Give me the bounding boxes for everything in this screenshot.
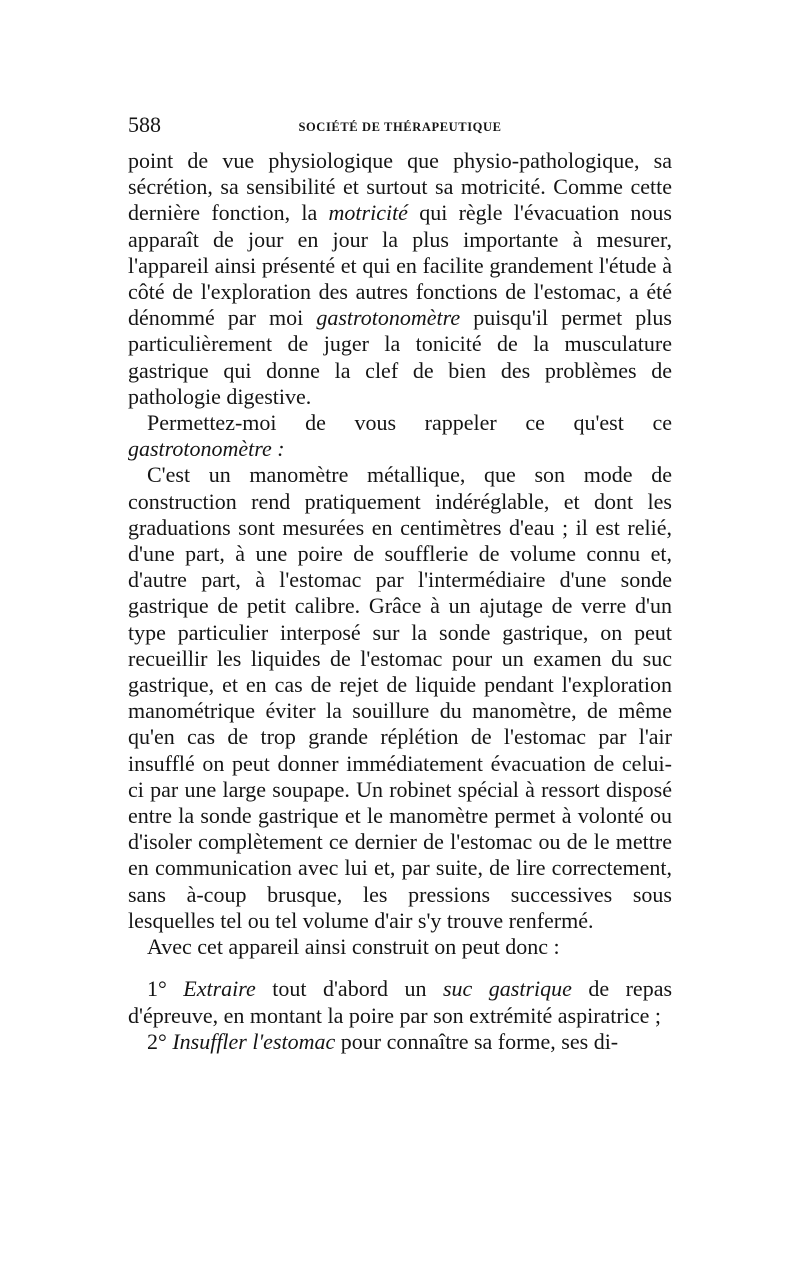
page-number: 588 — [128, 112, 161, 137]
list-item-2 — [128, 1029, 672, 1055]
list-item-2-number: 2° — [147, 1028, 167, 1054]
list-item-1-italic: suc gastrique — [442, 976, 572, 1002]
paragraph-1-text-c: qui règle l'évacuation nous apparaît de jour en jour la plus importante à mesurer, l'appareil ainsi présenté et qui en facilite grandement l'étude à côté de l'exploration des autres fonctions de l'estomac, a été dénommé par moi — [128, 200, 672, 331]
paragraph-3: C'est un manomètre métallique, que son mode de construction rend pratiquement indéréglable, et dont les graduations sont mesurées en centimètres d'eau ; il est relié, d'une part, à une poire de soufflerie de volume connu et, d'autre part, à l'estomac par l'intermédiaire d'une sonde gastrique de petit calibre. Grâce à un ajutage de verre d'un type particulier interposé sur la sonde gastrique, on peut recueillir les liquides de l'estomac pour un examen du suc gastrique, et en cas de rejet de liquide pendant l'exploration manométrique éviter la souillure du manomètre, de même qu'en cas de trop grande réplétion de l'estomac par l'air insufflé on peut donner immédiatement évacuation de celui-ci par une large soupape. Un robinet spécial à ressort disposé entre la sonde gastrique et le manomètre permet à volonté ou d'isoler complètement ce dernier de l'estomac ou de le mettre en communication avec lui et, par suite, de lire correctement, sans à-coup brusque, les pressions successives sous lesquelles tel ou tel volume d'air s'y trouve renfermé. — [128, 462, 672, 933]
paragraph-4: Avec cet appareil ainsi construit on peut donc : — [147, 934, 560, 960]
paragraph-1 — [128, 148, 672, 410]
paragraph-1-italic-gastrotonometre: gastrotonomètre — [316, 305, 461, 331]
paragraph-2 — [128, 410, 672, 462]
running-head: SOCIÉTÉ DE THÉRAPEUTIQUE — [298, 120, 502, 134]
list-item-1-text-c: de repas d'épreuve, en montant la poire par son extrémité aspiratrice ; — [128, 976, 673, 1028]
list-item-1-number: 1° — [147, 976, 167, 1002]
paragraph-2-italic-gastrotonometre: gastrotonomètre : — [128, 436, 285, 462]
paragraph-2-text-a: Permettez-moi de vous rappeler ce qu'est ce — [147, 410, 672, 436]
list-item-1 — [128, 976, 672, 1028]
paragraph-1-italic-motricite: motricité — [328, 200, 408, 226]
page-header — [128, 112, 672, 142]
body-text — [128, 148, 672, 1055]
list-item-2-term: Insuffler l'estomac — [172, 1028, 336, 1054]
list-item-1-text-a: tout d'abord un — [255, 976, 443, 1002]
list-item-1-term: Extraire — [183, 976, 256, 1002]
list-item-2-text-a: pour connaître sa forme, ses di- — [335, 1028, 619, 1054]
paragraph-1-text-e: puisqu'il permet plus particulièrement de juger la tonicité de la musculature gastrique qui donne la clef de bien des problèmes de pathologie digestive. — [128, 305, 672, 409]
paragraph-1-text-a: point de vue physiologique que physio-pathologique, sa sécrétion, sa sensibilité et surtout sa motricité. Comme cette dernière fonction, la — [128, 148, 672, 226]
